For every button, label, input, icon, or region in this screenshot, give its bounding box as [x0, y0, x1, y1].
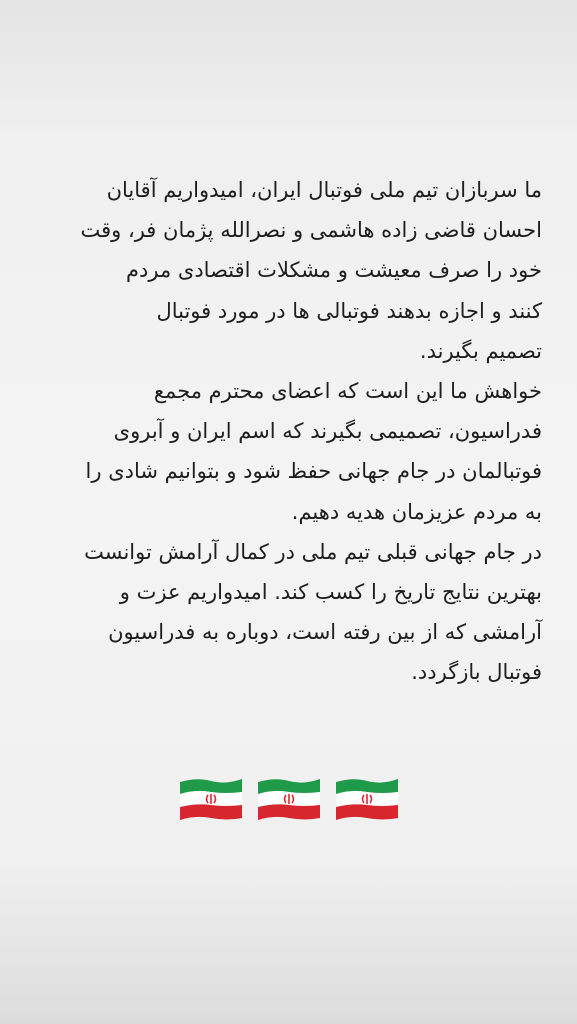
statement-line: فدراسیون، تصمیمی بگیرند که اسم ایران و آبروی: [113, 419, 542, 444]
statement-line: خواهش ما این است که اعضای محترم مجمع: [153, 378, 542, 403]
statement-line: در جام جهانی قبلی تیم ملی در کمال آرامش توانست: [84, 539, 542, 564]
statement-line: فوتبالمان در جام جهانی حفظ شود و بتوانیم شادی را: [85, 459, 542, 484]
statement-line: فوتبال بازگردد.: [411, 660, 542, 685]
statement-line: بهترین نتایج تاریخ را کسب کند. امیدواریم عزت و: [119, 579, 542, 604]
statement-line: احسان قاضی زاده هاشمی و نصرالله پژمان فر، وقت: [80, 218, 542, 243]
iran-flag-icon: [333, 774, 401, 822]
iran-flag-icon: [177, 774, 245, 822]
statement-line: به مردم عزیزمان هدیه دهیم.: [291, 499, 542, 524]
flag-row: [0, 774, 577, 822]
statement-line: کنند و اجازه بدهند فوتبالی ها در مورد فوتبال: [156, 298, 542, 323]
iran-flag-icon: [255, 774, 323, 822]
statement-line: آرامشی که از بین رفته است، دوباره به فدراسیون: [108, 620, 542, 645]
statement-line: ما سربازان تیم ملی فوتبال ایران، امیدواریم آقایان: [106, 178, 542, 202]
statement-line: خود را صرف معیشت و مشکلات اقتصادی مردم: [126, 258, 542, 283]
statement-text: [34, 170, 542, 692]
statement-line: تصمیم بگیرند.: [419, 338, 542, 363]
